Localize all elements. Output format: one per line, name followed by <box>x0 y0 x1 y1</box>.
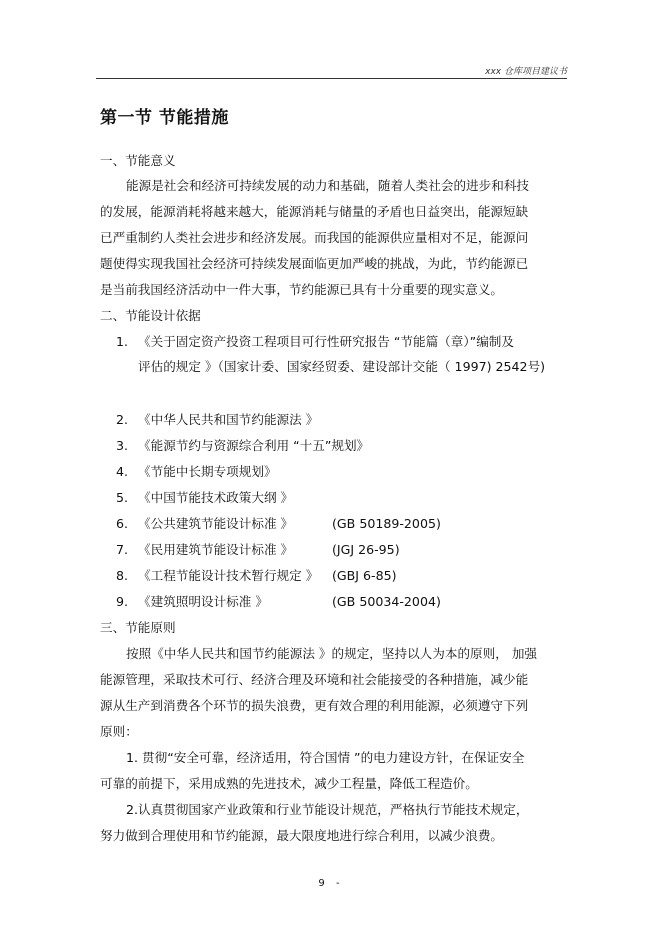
section3-line-3: 源从生产到消费各个环节的损失浪费，更有效合理的利用能源，必须遵守下列 <box>100 698 529 713</box>
basis-item-2 <box>116 411 318 429</box>
basis-item-9-code: (GB 50034-2004) <box>332 594 441 609</box>
section3-line-4: 原则： <box>100 724 138 739</box>
basis-item-text: 《节能中长期专项规划》 <box>138 464 277 479</box>
section1-line-2: 的发展，能源消耗将越来越大，能源消耗与储量的矛盾也日益突出，能源短缺 <box>100 204 529 219</box>
basis-item-text: 《能源节约与资源综合利用 “十五”规划》 <box>138 438 370 453</box>
principle-1-line-1: 1. 贯彻“安全可靠，经济适用，符合国情 ”的电力建设方针，在保证安全 <box>126 750 525 765</box>
basis-item-num: 3. <box>116 438 129 453</box>
basis-item-text: 《民用建筑节能设计标准 》 <box>138 542 294 557</box>
principle-1-line-2: 可靠的前提下，采用成熟的先进技术，减少工程量，降低工程造价。 <box>100 776 478 791</box>
basis-item-text: 《工程节能设计技术暂行规定 》 <box>138 568 319 583</box>
section1-line-1: 能源是社会和经济可持续发展的动力和基础，随着人类社会的进步和科技 <box>126 178 529 193</box>
basis-item-1-line1: 《关于固定资产投资工程项目可行性研究报告 “节能篇（章）”编制及 <box>138 334 514 349</box>
basis-item-9 <box>116 593 268 611</box>
principle-2-line-2: 努力做到合理使用和节约能源，最大限度地进行综合利用，以减少浪费。 <box>100 828 503 843</box>
section3-line-2: 能源管理，采取技术可行、经济合理及环境和社会能接受的各种措施，减少能 <box>100 672 529 687</box>
page-number: 9 - <box>318 878 344 889</box>
section3-heading: 三、节能原则 <box>100 620 176 635</box>
basis-item-6-code: (GB 50189-2005) <box>332 516 441 531</box>
basis-item-num: 5. <box>116 490 129 505</box>
basis-item-1-line2: 评估的规定 》（国家计委、国家经贸委、建设部计交能（ 1997) 2542号) <box>138 359 546 374</box>
basis-item-num: 4. <box>116 464 129 479</box>
basis-item-num: 7. <box>116 542 129 557</box>
header-rule <box>96 78 567 79</box>
basis-item-7 <box>116 541 293 559</box>
basis-item-num: 2. <box>116 412 129 427</box>
basis-item-3 <box>116 437 369 455</box>
basis-item-8-code: (GBJ 6-85) <box>332 568 397 583</box>
basis-item-6 <box>116 515 293 533</box>
section-title: 第一节 节能措施 <box>100 108 229 128</box>
basis-item-num: 9. <box>116 594 129 609</box>
basis-item-num: 8. <box>116 568 129 583</box>
basis-item-4 <box>116 463 277 481</box>
basis-item-1 <box>116 333 514 351</box>
section1-heading: 一、节能意义 <box>100 153 176 168</box>
basis-item-7-code: (JGJ 26-95) <box>332 542 400 557</box>
basis-item-1-num: 1. <box>116 334 129 349</box>
basis-item-5 <box>116 489 293 507</box>
basis-item-text: 《建筑照明设计标准 》 <box>138 594 268 609</box>
section3-line-1: 按照《中华人民共和国节约能源法 》的规定，坚持以人为本的原则， 加强 <box>126 646 538 661</box>
page-header-text: xxx 仓库项目建议书 <box>485 67 567 77</box>
basis-item-num: 6. <box>116 516 129 531</box>
basis-item-text: 《中国节能技术政策大纲 》 <box>138 490 294 505</box>
basis-item-text: 《中华人民共和国节约能源法 》 <box>138 412 319 427</box>
section1-line-4: 题使得实现我国社会经济可持续发展面临更加严峻的挑战，为此，节约能源已 <box>100 256 529 271</box>
section1-line-5: 是当前我国经济活动中一件大事，节约能源已具有十分重要的现实意义。 <box>100 282 503 297</box>
section1-line-3: 已严重制约人类社会进步和经济发展。而我国的能源供应量相对不足，能源问 <box>100 230 529 245</box>
section2-heading: 二、节能设计依据 <box>100 308 201 323</box>
basis-item-text: 《公共建筑节能设计标准 》 <box>138 516 294 531</box>
basis-item-8 <box>116 567 318 585</box>
principle-2-line-1: 2.认真贯彻国家产业政策和行业节能设计规范，严格执行节能技术规定， <box>126 802 529 817</box>
